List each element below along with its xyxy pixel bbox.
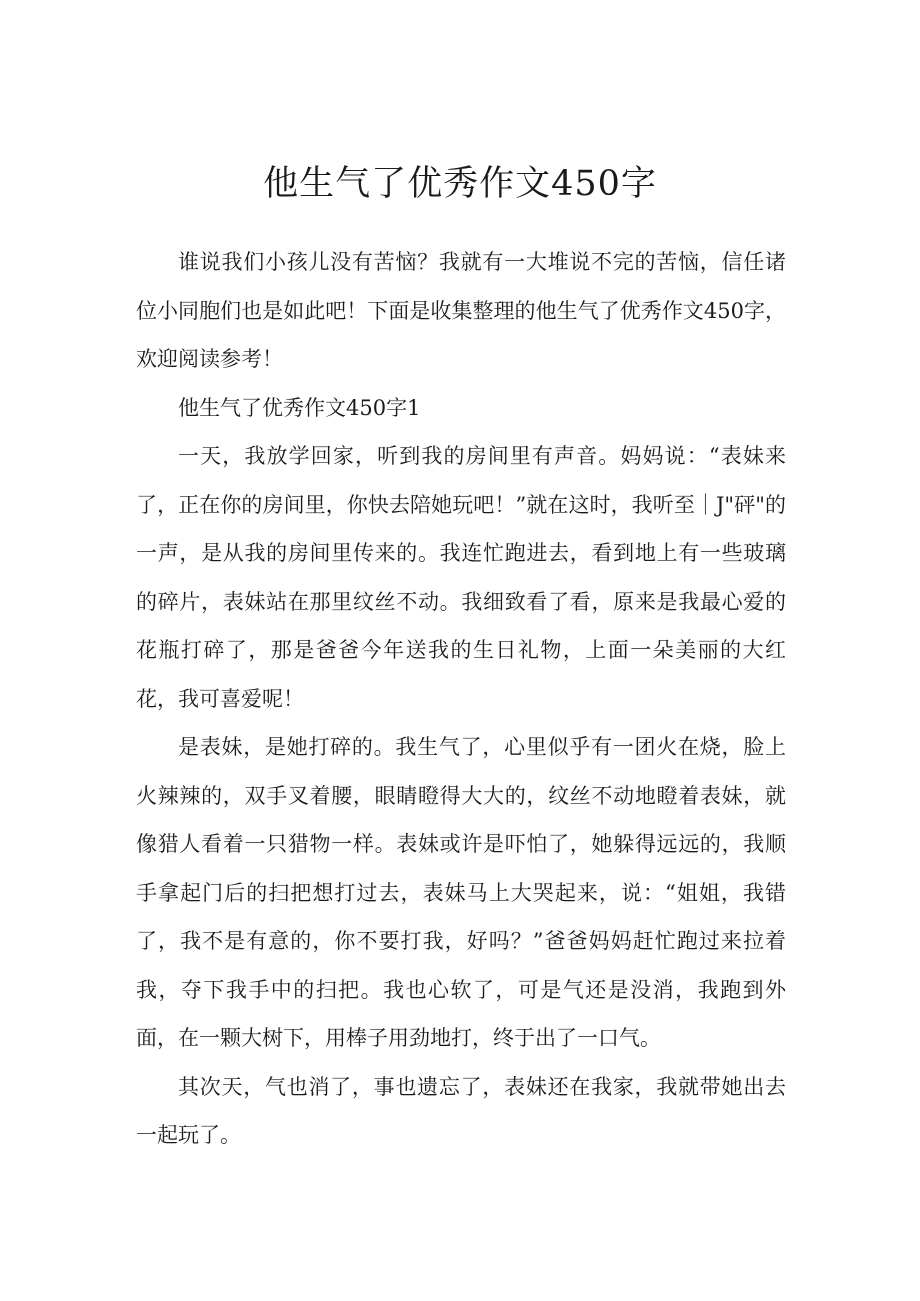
paragraph-1: 一天，我放学回家，听到我的房间里有声音。妈妈说：“表妹来了，正在你的房间里，你快去陪她玩吧！”就在这时，我听至｜J"砰"的一声，是从我的房间里传来的。我连忙跑进去，看到地上有一些玻璃的碎片，表妹站在那里纹丝不动。我细致看了看，原来是我最心爱的花瓶打碎了，那是爸爸今年送我的生日礼物，上面一朵美丽的大红花，我可喜爱呢！ xyxy=(136,444,786,711)
document-body xyxy=(136,238,786,1160)
document-title: 他生气了优秀作文450字 xyxy=(263,164,657,204)
paragraph-2: 是表妹，是她打碎的。我生气了，心里似乎有一团火在烧，脸上火辣辣的，双手叉着腰，眼睛瞪得大大的，纹丝不动地瞪着表妹，就像猎人看着一只猎物一样。表妹或许是吓怕了，她躲得远远的，我顺手拿起门后的扫把想打过去，表妹马上大哭起来，说：“姐姐，我错了，我不是有意的，你不要打我，好吗？”爸爸妈妈赶忙跑过来拉着我，夺下我手中的扫把。我也心软了，可是气还是没消，我跑到外面，在一颗大树下，用棒子用劲地打，终于出了一口气。 xyxy=(136,735,786,1050)
paragraph-intro: 谁说我们小孩儿没有苦恼？我就有一大堆说不完的苦恼，信任诸位小同胞们也是如此吧！下面是收集整理的他生气了优秀作文450字，欢迎阅读参考！ xyxy=(136,250,786,371)
paragraph-3: 其次天，气也消了，事也遗忘了，表妹还在我家，我就带她出去一起玩了。 xyxy=(136,1074,786,1147)
section-heading: 他生气了优秀作文450字1 xyxy=(178,395,421,420)
